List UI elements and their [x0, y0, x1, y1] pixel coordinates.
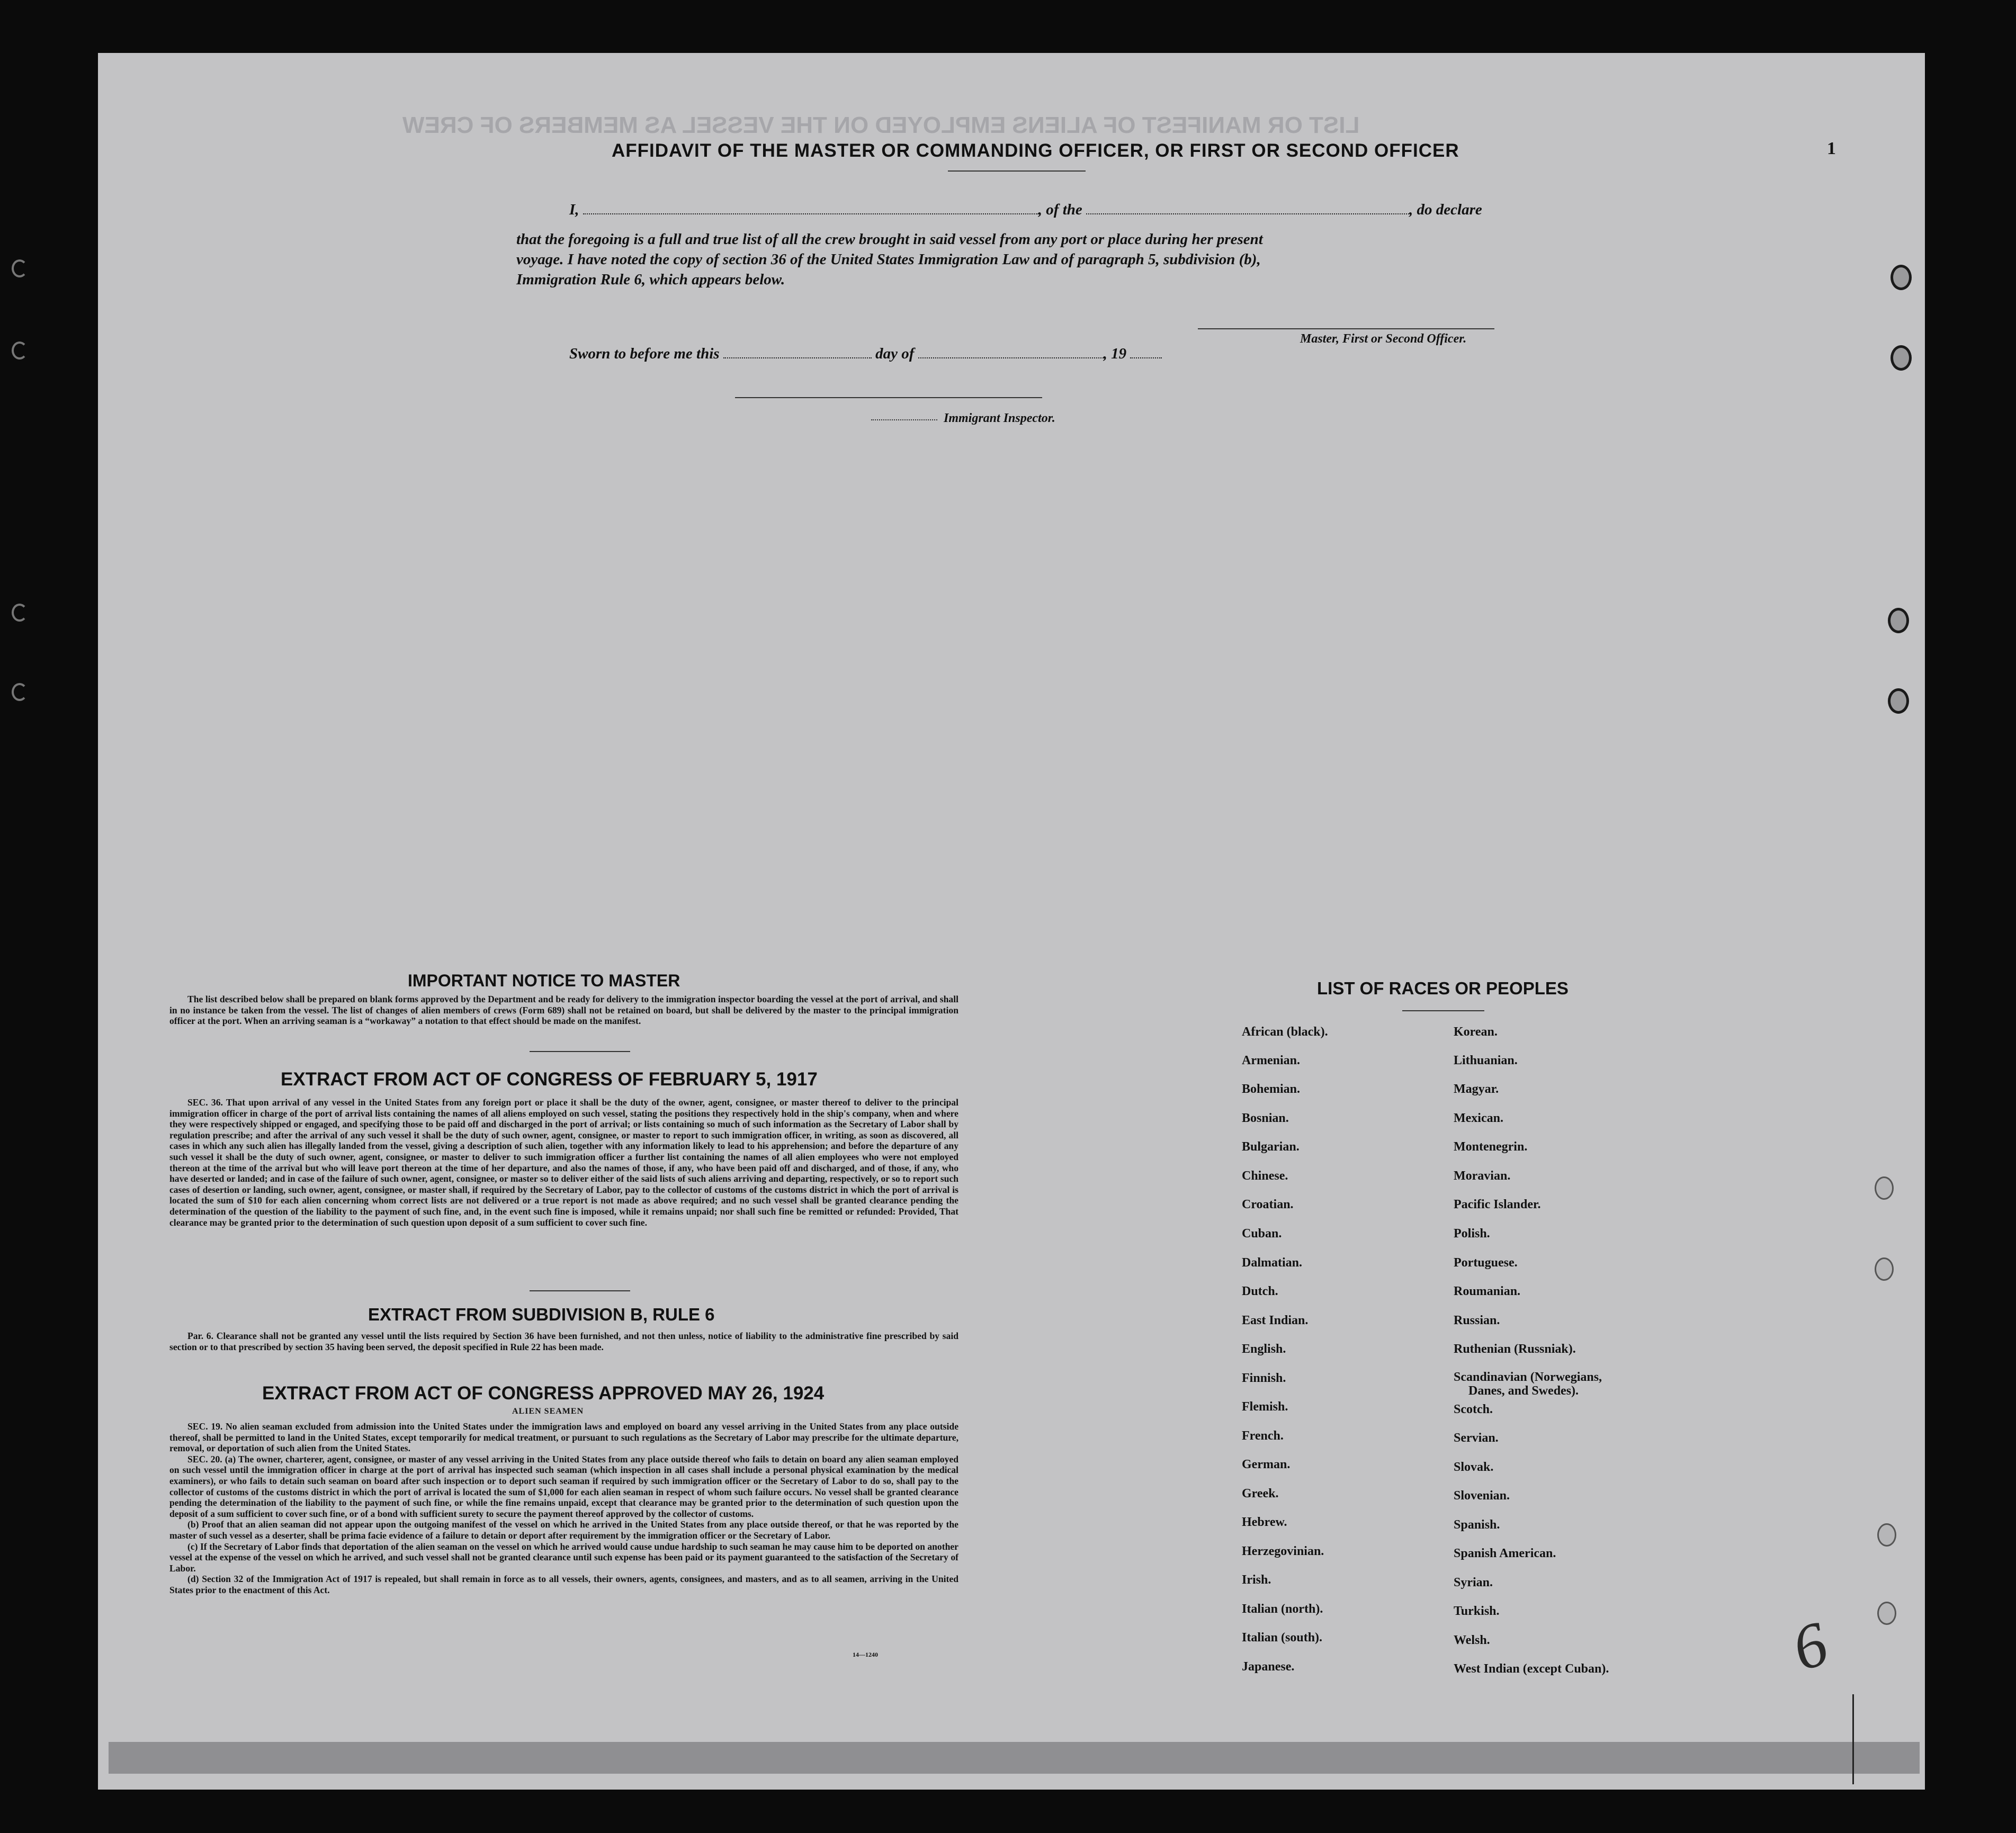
vessel-name-field[interactable]: [1086, 201, 1409, 214]
race-item: Polish.: [1454, 1227, 1490, 1241]
alien-seamen-subtitle: ALIEN SEAMEN: [512, 1407, 584, 1416]
punch-hole: [1890, 265, 1912, 290]
race-item: Pacific Islander.: [1454, 1198, 1541, 1211]
race-item: Bosnian.: [1242, 1111, 1289, 1125]
race-item-continuation: Danes, and Swedes).: [1468, 1384, 1579, 1398]
sworn-year-field[interactable]: [1130, 345, 1162, 358]
sworn-line: [569, 344, 1162, 364]
punch-hole: [1888, 688, 1909, 714]
race-item: Magyar.: [1454, 1082, 1499, 1096]
section-rule-1: [530, 1051, 630, 1052]
paragraph-6: Par. 6. Clearance shall not be granted any vessel until the lists required by Section 36 have been furnished, and not then unless, notice of liability to the administrative fine prescribed by said section or to that prescribed by section 35 having been served, the deposit specified in Rule 22 has been made.: [169, 1331, 958, 1352]
do-declare-label: , do declare: [1409, 201, 1482, 218]
race-item: English.: [1242, 1342, 1286, 1356]
race-item: Bohemian.: [1242, 1082, 1301, 1096]
race-item: Chinese.: [1242, 1169, 1288, 1183]
day-of-label: day of: [875, 345, 915, 362]
title-rule: [948, 170, 1086, 172]
race-item: Greek.: [1242, 1487, 1279, 1500]
inspector-dash: [871, 419, 937, 420]
race-item: Portuguese.: [1454, 1256, 1518, 1270]
race-item: Finnish.: [1242, 1371, 1286, 1385]
race-item: Slovenian.: [1454, 1489, 1510, 1503]
of-the-label: , of the: [1038, 201, 1082, 218]
section-20b-paragraph: (b) Proof that an alien seaman did not appear upon the outgoing manifest of the vessel on which he arrived in the United States from any place outside thereof, or that he was reported by the master of such vessel as a deserter, shall be prima facie evidence of a failure to detain or deport after requirement by the immigration officer or the Secretary of Labor.: [169, 1519, 958, 1541]
handwritten-mark: 6: [1784, 1607, 1836, 1685]
section-20c-paragraph: (c) If the Secretary of Labor finds that deportation of the alien seaman on the vessel on which he arrived would cause undue hardship to such seaman he may cause him to be deported on another vessel at the expense of the vessel on which he arrived, and such vessel shall not be granted clearance until such expense has been paid or its payment guaranteed to the satisfaction of the Secretary of Labor.: [169, 1541, 958, 1574]
race-item: Servian.: [1454, 1431, 1499, 1445]
notice-text: [169, 994, 958, 1027]
edge-ring-mark: [12, 683, 28, 701]
race-item: Armenian.: [1242, 1054, 1300, 1067]
officer-name-field[interactable]: [583, 201, 1038, 214]
extract-1917-text: [169, 1097, 958, 1228]
statement-line-1: that the foregoing is a full and true list of all the crew brought in said vessel from any port or place during her present: [516, 231, 1263, 248]
race-item: Spanish American.: [1454, 1547, 1556, 1560]
signature-caption: Master, First or Second Officer.: [1300, 332, 1467, 346]
punch-hole: [1890, 345, 1912, 371]
race-item: Welsh.: [1454, 1633, 1490, 1647]
race-item: East Indian.: [1242, 1314, 1309, 1327]
section-20d-paragraph: (d) Section 32 of the Immigration Act of 1917 is repealed, but shall remain in force as to all vessels, their owners, agents, consignees, and masters, and as to all seamen, arriving in the United States prior to the enactment of this Act.: [169, 1574, 958, 1595]
race-item: Cuban.: [1242, 1227, 1282, 1241]
pencil-stroke: [1852, 1694, 1854, 1784]
edge-ring-mark: [12, 342, 28, 360]
race-item: West Indian (except Cuban).: [1454, 1662, 1609, 1676]
inspector-caption: Immigrant Inspector.: [944, 411, 1055, 425]
race-item: Scandinavian (Norwegians,: [1454, 1370, 1602, 1384]
punch-hole: [1875, 1257, 1894, 1281]
statement-line-3: Immigration Rule 6, which appears below.: [516, 271, 785, 288]
subdivision-text: [169, 1331, 958, 1352]
race-item: Japanese.: [1242, 1660, 1295, 1674]
i-label: I,: [569, 201, 579, 218]
form-number: 14—1240: [853, 1651, 878, 1658]
race-item: Slovak.: [1454, 1460, 1494, 1474]
race-item: Dalmatian.: [1242, 1256, 1302, 1270]
race-item: Russian.: [1454, 1314, 1500, 1327]
race-item: Herzegovinian.: [1242, 1544, 1324, 1558]
bleed-through-heading: LIST OR MANIFEST OF ALIENS EMPLOYED ON THE VESSEL AS MEMBERS OF CREW: [402, 112, 1360, 138]
notice-title: IMPORTANT NOTICE TO MASTER: [408, 971, 680, 990]
race-item: French.: [1242, 1429, 1284, 1443]
section-36-paragraph: SEC. 36. That upon arrival of any vessel in the United States from any foreign port or place it shall be the duty of the owner, agent, consignee, or master thereof to deliver to the principal immigration officer in charge of the port of arrival lists containing the names of all aliens employed on such vessel, stating the positions they respectively hold in the ship's company, when and where they were respectively shipped or engaged, and specifying those to be paid off and discharged in the port of arrival; or lists containing so much of such information as the Secretary of Labor shall by regulation prescribe; and after the arrival of any such vessel it shall be the duty of such owner, agent, consignee, or master to report to such immigration officer, in writing, as soon as discovered, all cases in which any such alien has illegally landed from the vessel, giving a description of such alien, together with any information likely to lead to his apprehension; and before the departure of any such vessel it shall be the duty of such owner, agent, consignee, or master to deliver to such immigration officer a further list containing the names of all alien employees who were not employed thereon at the time of the arrival but who will leave port thereon at the time of her departure, and also the names of those, if any, who have been paid off and discharged, and of those, if any, who have deserted or landed; and in case of the failure of such owner, agent, consignee, or master so to deliver either of the said lists of such aliens arriving and departing, respectively, or so to report such cases of desertion or landing, such owner, agent, consignee, or master shall, if required by the Secretary of Labor, pay to the collector of customs of the customs district in which the port of arrival is located the sum of $10 for each alien concerning whom correct lists are not delivered or a true report is not made as above required; and no such vessel shall be granted clearance pending the determination of the question of the liability to the payment of such fine, and, in the event such fine is imposed, while it remains unpaid; nor shall such fine be remitted or refunded: Provided, That clearance may be granted prior to the determination of such question upon deposit of a sum sufficient to cover such fine.: [169, 1097, 958, 1228]
section-20a-paragraph: SEC. 20. (a) The owner, charterer, agent, consignee, or master of any vessel arriving in the United States from any place outside thereof who fails to detain on board any alien seaman employed on such vessel until the immigration officer in charge at the port of arrival has inspected such seaman (which inspection in all cases shall include a personal physical examination by the medical examiners), or who fails to detain such seaman on board after such inspection or to deport such seaman if required by such immigration officer or the Secretary of Labor to do so, shall pay to the collector of customs of the customs district in which the port of arrival is located the sum of $1,000 for each alien seaman in respect of whom such failure occurs. No vessel shall be granted clearance pending the determination of the liability to the payment of such fine, or while the fine remains unpaid, except that clearance may be granted prior to the determination of such question upon the deposit of a sum sufficient to cover such fine, or of a bond with sufficient surety to secure the payment thereof approved by the collector of customs.: [169, 1453, 958, 1519]
declaration-line: [569, 200, 1482, 220]
punch-hole: [1877, 1523, 1896, 1547]
race-item: Korean.: [1454, 1025, 1498, 1039]
races-title-rule: [1402, 1010, 1484, 1011]
race-item: Montenegrin.: [1454, 1140, 1528, 1154]
race-item: Flemish.: [1242, 1400, 1288, 1414]
race-item: Lithuanian.: [1454, 1054, 1518, 1067]
sworn-label: Sworn to before me this: [569, 345, 720, 362]
year-prefix: , 19: [1103, 345, 1127, 362]
affidavit-title: AFFIDAVIT OF THE MASTER OR COMMANDING OFFICER, OR FIRST OR SECOND OFFICER: [612, 140, 1459, 161]
sheet-bottom-edge: [109, 1742, 1920, 1774]
race-item: Italian (north).: [1242, 1602, 1323, 1616]
page-mark: 1: [1827, 139, 1836, 158]
race-item: Italian (south).: [1242, 1631, 1323, 1645]
subdivision-title: EXTRACT FROM SUBDIVISION B, RULE 6: [368, 1305, 715, 1324]
sworn-day-field[interactable]: [723, 345, 872, 358]
race-item: Croatian.: [1242, 1198, 1294, 1211]
edge-ring-mark: [12, 259, 28, 277]
race-item: Bulgarian.: [1242, 1140, 1300, 1154]
punch-hole: [1877, 1602, 1896, 1625]
race-item: Irish.: [1242, 1573, 1271, 1587]
extract-1917-title: EXTRACT FROM ACT OF CONGRESS OF FEBRUARY 5, 1917: [281, 1069, 818, 1090]
extract-1924-title: EXTRACT FROM ACT OF CONGRESS APPROVED MAY 26, 1924: [262, 1383, 825, 1404]
race-item: African (black).: [1242, 1025, 1328, 1039]
races-title: LIST OF RACES OR PEOPLES: [1317, 978, 1569, 998]
race-item: Scotch.: [1454, 1403, 1493, 1416]
race-item: Turkish.: [1454, 1604, 1500, 1618]
race-item: Hebrew.: [1242, 1515, 1287, 1529]
section-19-paragraph: SEC. 19. No alien seaman excluded from admission into the United States under the immigration laws and employed on board any vessel arriving in the United States from any place outside thereof, shall be permitted to land in the United States, except temporarily for medical treatment, or pursuant to such regulations as the Secretary of Labor may prescribe for the ultimate departure, removal, or deportation of such alien from the United States.: [169, 1421, 958, 1454]
punch-hole: [1888, 608, 1909, 633]
race-item: Dutch.: [1242, 1284, 1278, 1298]
sworn-month-field[interactable]: [918, 345, 1104, 358]
section-rule-2: [530, 1290, 630, 1291]
race-item: Roumanian.: [1454, 1284, 1521, 1298]
inspector-signature-line[interactable]: [735, 397, 1042, 398]
extract-1924-text: [169, 1421, 958, 1596]
punch-hole: [1875, 1176, 1894, 1200]
notice-paragraph: The list described below shall be prepared on blank forms approved by the Department and be ready for delivery to the immigration inspector boarding the vessel at the port of arrival, and shall in no instance be taken from the vessel. The list of changes of alien members of crews (Form 689) shall not be retained on board, but shall be delivered by the master to the principal immigration officer at the port. When an arriving seaman is a “workaway” a notation to that effect should be made on the manifest.: [169, 994, 958, 1027]
edge-ring-mark: [12, 604, 28, 622]
race-item: Syrian.: [1454, 1576, 1493, 1589]
race-item: Ruthenian (Russniak).: [1454, 1342, 1576, 1356]
race-item: Spanish.: [1454, 1518, 1500, 1532]
race-item: Moravian.: [1454, 1169, 1511, 1183]
statement-line-2: voyage. I have noted the copy of section 36 of the United States Immigration Law and of paragraph 5, subdivision (b),: [516, 251, 1261, 268]
race-item: Mexican.: [1454, 1111, 1503, 1125]
race-item: German.: [1242, 1458, 1291, 1471]
